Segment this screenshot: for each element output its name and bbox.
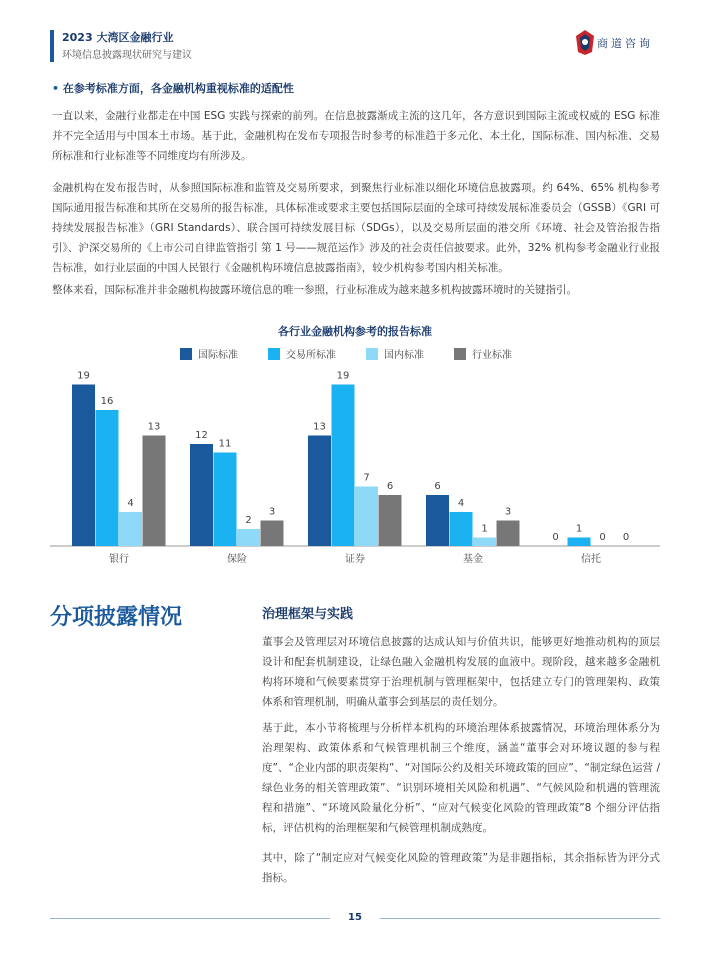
data-label-4-3: 0 — [622, 532, 630, 543]
data-label-1-2: 2 — [245, 515, 252, 526]
category-label-0: 银行 — [109, 554, 129, 565]
bar-2-2 — [355, 487, 378, 547]
report-title: 2023 大湾区金融行业 — [62, 31, 174, 44]
bar-2-1 — [332, 385, 355, 547]
data-label-0-3: 13 — [147, 421, 161, 433]
bar-0-0 — [72, 385, 95, 547]
section-title: 分项披露情况 — [50, 605, 183, 630]
legend-item-industry — [454, 346, 512, 361]
data-label-1-3: 3 — [268, 506, 276, 518]
footer-divider-right — [380, 918, 660, 919]
bar-3-0 — [426, 495, 449, 546]
logo-emblem-icon — [574, 28, 596, 56]
bullet-heading-text: 在参考标准方面，各金融机构重视标准的适配性 — [62, 82, 294, 95]
section-paragraph-1: 董事会及管理层对环境信息披露的达成认知与价值共识，能够更好地推动机构的顶层设计和配套机制建设，让绿色融入金融机构发展的血液中。现阶段，越来越多金融机构将环境和气候要素贯穿于治理机制与管理框架中，包括建立专门的管理架构、政策体系和管理机制，明确从董事会到基层的责任划分。 — [262, 636, 660, 708]
data-label-0-2: 4 — [127, 498, 134, 509]
data-label-3-3: 3 — [504, 506, 512, 518]
bar-2-0 — [308, 436, 331, 547]
data-label-3-2: 1 — [481, 523, 488, 535]
bar-0-3 — [143, 436, 166, 547]
bar-3-2 — [473, 538, 496, 547]
data-label-3-1: 4 — [457, 498, 465, 509]
bar-3-1 — [450, 512, 473, 546]
section-paragraph-2: 基于此，本小节将梳理与分析样本机构的环境治理体系披露情况，环境治理体系分为治理架构、政策体系和气候管理机制三个维度，涵盖“董事会对环境议题的参与程度”、“企业内部的职责架构”、“对国际公约及相关环境政策的回应”、“制定绿色运营 / 绿色业务的相关管理政策”、“识别环境相关风险和机遇”、“气候风险和机遇的管理流程和措施”、“环境风险量化分析”、“应对气候变化风险的管理政策”8 个细分评估指标，评估机构的治理框架和气候管理机制成熟度。 — [262, 722, 660, 834]
bar-3-3 — [497, 521, 520, 547]
section-paragraph-3: 其中，除了“制定应对气候变化风险的管理政策”为是非题指标，其余指标皆为评分式指标。 — [262, 852, 660, 884]
legend-label: 国际标准 — [198, 350, 238, 361]
bar-0-2 — [119, 512, 142, 546]
report-subtitle: 环境信息披露现状研究与建议 — [62, 50, 192, 61]
legend-swatch — [454, 348, 466, 360]
bar-4-1 — [568, 538, 591, 547]
company-logo — [574, 28, 670, 58]
legend-item-exchange — [268, 346, 336, 361]
data-label-1-0: 12 — [195, 430, 208, 441]
data-label-1-1: 11 — [218, 438, 232, 450]
legend-swatch — [268, 348, 280, 360]
category-label-2: 证券 — [345, 554, 365, 565]
bar-1-0 — [190, 444, 213, 546]
data-label-2-1: 19 — [336, 370, 350, 382]
data-label-2-3: 6 — [386, 481, 394, 492]
subsection-title: 治理框架与实践 — [262, 607, 354, 622]
legend-label: 国内标准 — [384, 350, 424, 361]
bullet-icon: • — [52, 82, 63, 95]
chart-title: 各行业金融机构参考的报告标准 — [278, 325, 432, 338]
data-label-3-0: 6 — [434, 481, 441, 492]
data-label-0-1: 16 — [100, 396, 114, 407]
data-label-4-0: 0 — [552, 532, 559, 543]
legend-item-domestic — [366, 346, 424, 361]
bar-1-3 — [261, 521, 284, 547]
legend-item-intl — [180, 346, 238, 361]
paragraph-3: 整体来看，国际标准并非金融机构披露环境信息的唯一参照，行业标准成为越来越多机构披露环境时的关键指引。 — [52, 284, 577, 296]
logo-text: 商道咨询 — [597, 37, 653, 50]
data-label-4-2: 0 — [599, 532, 606, 543]
legend-label: 行业标准 — [472, 350, 512, 361]
bar-0-1 — [96, 410, 119, 546]
data-label-2-0: 13 — [313, 421, 326, 433]
chart-legend — [180, 346, 512, 361]
data-label-4-1: 1 — [575, 523, 583, 535]
bar-1-2 — [237, 529, 260, 546]
data-label-0-0: 19 — [77, 370, 90, 382]
page-number: 15 — [348, 912, 362, 923]
category-label-1: 保险 — [227, 554, 247, 565]
header-accent-bar — [50, 30, 54, 62]
data-label-2-2: 7 — [363, 472, 370, 484]
bar-chart — [0, 360, 710, 570]
legend-label: 交易所标准 — [286, 350, 336, 361]
bar-2-3 — [379, 495, 402, 546]
paragraph-1: 一直以来，金融行业都走在中国 ESG 实践与探索的前列。在信息披露渐成主流的这几年，各方意识到国际主流或权威的 ESG 标准并不完全适用与中国本土市场。基于此，金融机构在发布专项报告时参考的标准趋于多元化、本土化，国际标准、国内标准、交易所标准和行业标准等不同维度均有所涉及。 — [52, 110, 660, 162]
bar-1-1 — [214, 453, 237, 547]
paragraph-2: 金融机构在发布报告时，从参照国际标准和监管及交易所要求，到聚焦行业标准以细化环境信息披露项。约 64%、65% 机构参考国际通用报告标准和其所在交易所的报告标准，具体标准或要求主要包括国际层面的全球可持续发展标准委员会（GSSB）《GRI 可持续发展报告标准》（GRI Standards）、联合国可持续发展目标（SDGs），以及交易所层面的港交所《环境、社会及管治报告指引》、沪深交易所的《上市公司自律监管指引 第 1 号——规范运作》涉及的社会责任信披要求。此外，32% 机构参考金融业行业报告标准，如行业层面的中国人民银行《金融机构环境信息披露指南》，较少机构参考国内相关标准。 — [52, 182, 660, 274]
legend-swatch — [180, 348, 192, 360]
legend-swatch — [366, 348, 378, 360]
bullet-heading — [52, 80, 294, 96]
category-label-3: 基金 — [463, 554, 483, 565]
category-label-4: 信托 — [581, 554, 601, 565]
